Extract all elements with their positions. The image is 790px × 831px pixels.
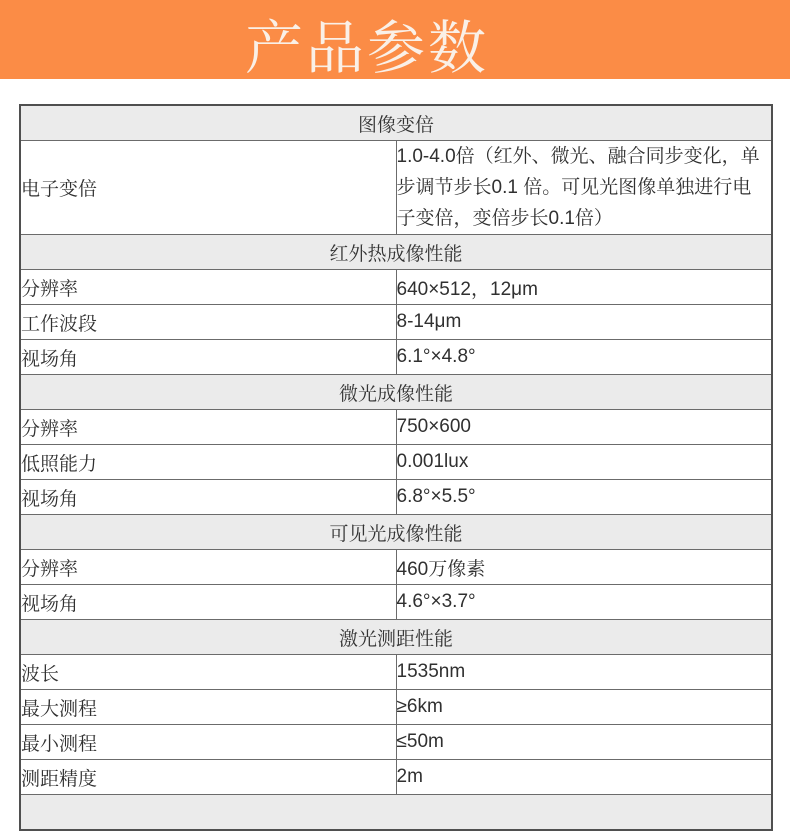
param-label: 视场角 bbox=[20, 480, 396, 515]
param-value: 2m bbox=[396, 760, 772, 795]
param-value: 1535nm bbox=[396, 655, 772, 690]
param-label: 电子变倍 bbox=[20, 141, 396, 235]
param-label: 分辨率 bbox=[20, 270, 396, 305]
param-label: 低照能力 bbox=[20, 445, 396, 480]
section-title: 可见光成像性能 bbox=[20, 515, 772, 550]
param-label: 波长 bbox=[20, 655, 396, 690]
section-header-row bbox=[20, 105, 772, 141]
section-title: 激光测距性能 bbox=[20, 620, 772, 655]
table-row bbox=[20, 141, 772, 235]
table-row bbox=[20, 410, 772, 445]
table-row bbox=[20, 480, 772, 515]
param-label: 视场角 bbox=[20, 585, 396, 620]
param-label: 工作波段 bbox=[20, 305, 396, 340]
param-value: 6.8°×5.5° bbox=[396, 480, 772, 515]
section-title-partial bbox=[20, 795, 772, 831]
spec-table bbox=[19, 104, 773, 831]
param-value: 8-14μm bbox=[396, 305, 772, 340]
table-row bbox=[20, 270, 772, 305]
spec-table-container bbox=[19, 104, 773, 831]
section-header-row bbox=[20, 515, 772, 550]
table-row bbox=[20, 305, 772, 340]
section-title: 图像变倍 bbox=[20, 105, 772, 141]
page-header-banner bbox=[0, 0, 790, 79]
param-value: 460万像素 bbox=[396, 550, 772, 585]
table-row bbox=[20, 655, 772, 690]
page-title: 产品参数 bbox=[244, 15, 489, 81]
table-row bbox=[20, 585, 772, 620]
table-row bbox=[20, 445, 772, 480]
section-header-row bbox=[20, 620, 772, 655]
param-value: 6.1°×4.8° bbox=[396, 340, 772, 375]
section-title: 红外热成像性能 bbox=[20, 235, 772, 270]
table-row bbox=[20, 340, 772, 375]
param-label: 分辨率 bbox=[20, 550, 396, 585]
section-title: 微光成像性能 bbox=[20, 375, 772, 410]
param-value: 0.001lux bbox=[396, 445, 772, 480]
table-row bbox=[20, 690, 772, 725]
section-header-row bbox=[20, 235, 772, 270]
table-row bbox=[20, 725, 772, 760]
param-label: 最小测程 bbox=[20, 725, 396, 760]
param-label: 分辨率 bbox=[20, 410, 396, 445]
param-label: 测距精度 bbox=[20, 760, 396, 795]
param-label: 最大测程 bbox=[20, 690, 396, 725]
param-label: 视场角 bbox=[20, 340, 396, 375]
table-row bbox=[20, 550, 772, 585]
param-value: ≥6km bbox=[396, 690, 772, 725]
section-header-row bbox=[20, 375, 772, 410]
param-value: ≤50m bbox=[396, 725, 772, 760]
param-value: 640×512，12μm bbox=[396, 270, 772, 305]
param-value: 750×600 bbox=[396, 410, 772, 445]
table-row bbox=[20, 760, 772, 795]
section-header-row-partial bbox=[20, 795, 772, 831]
param-value: 1.0-4.0倍（红外、微光、融合同步变化，单步调节步长0.1 倍。可见光图像单独进行电子变倍，变倍步长0.1倍） bbox=[396, 141, 772, 235]
param-value: 4.6°×3.7° bbox=[396, 585, 772, 620]
